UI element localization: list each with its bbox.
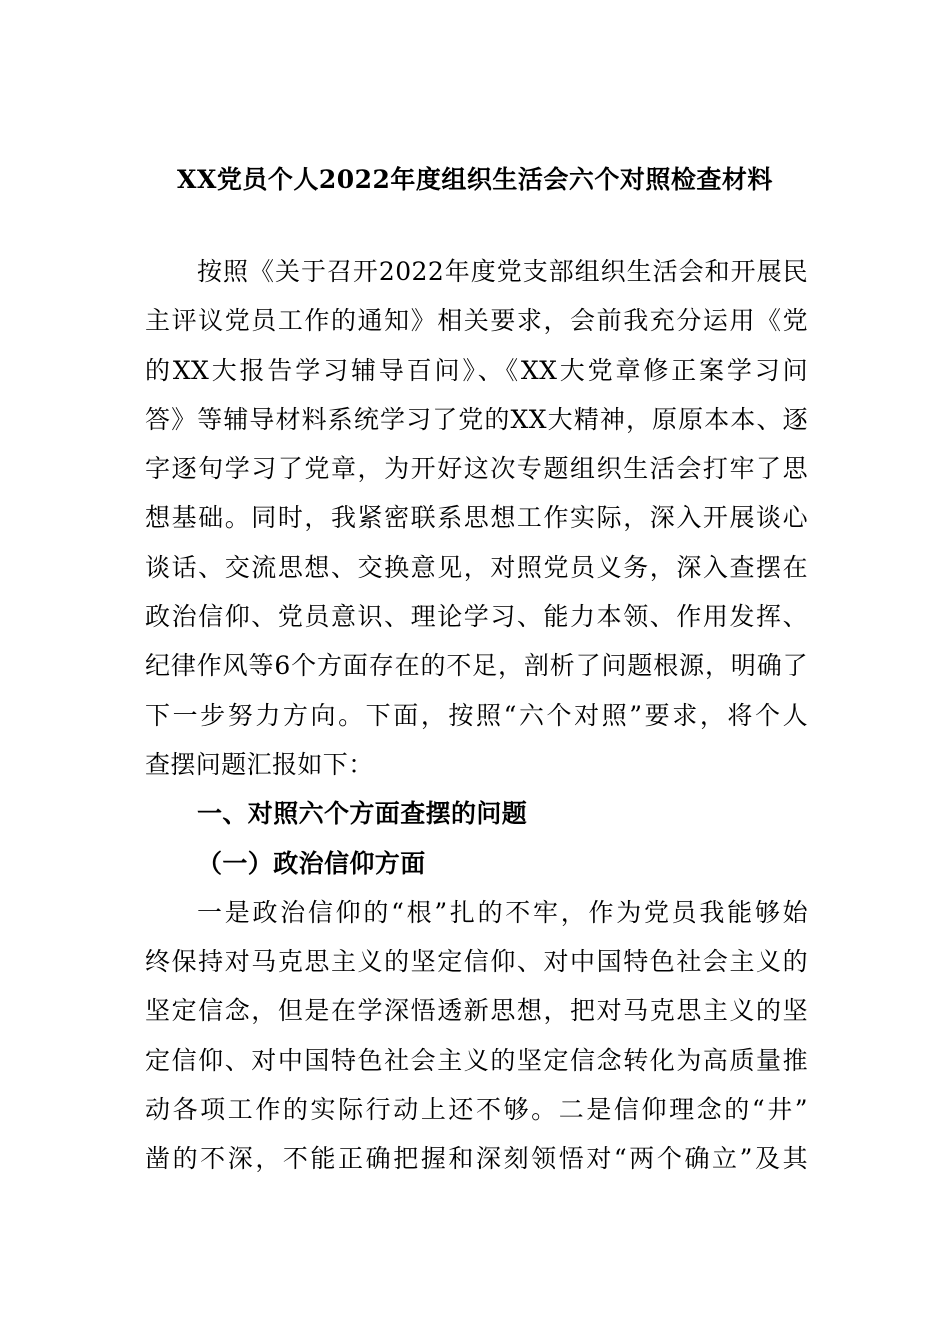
paragraph-line: 政治信仰、党员意识、理论学习、能力本领、作用发挥、 xyxy=(145,602,808,632)
paragraph-line: 定信仰、对中国特色社会主义的坚定信念转化为高质量推 xyxy=(145,1045,808,1075)
paragraph-line: 想基础。同时，我紧密联系思想工作实际，深入开展谈心 xyxy=(145,503,808,533)
paragraph-line: 一是政治信仰的“根”扎的不牢，作为党员我能够始 xyxy=(197,897,808,927)
paragraph-line: 主评议党员工作的通知》相关要求，会前我充分运用《党 xyxy=(145,306,808,336)
paragraph-line: 查摆问题汇报如下： xyxy=(145,749,374,779)
paragraph-line: 纪律作风等6个方面存在的不足，剖析了问题根源，明确了 xyxy=(145,651,808,681)
paragraph-line: 坚定信念，但是在学深悟透新思想，把对马克思主义的坚 xyxy=(145,996,808,1026)
paragraph-line: 动各项工作的实际行动上还不够。二是信仰理念的“井” xyxy=(145,1095,808,1125)
section-heading: 一、对照六个方面查摆的问题 xyxy=(197,799,528,829)
paragraph-line: 答》等辅导材料系统学习了党的XX大精神，原原本本、逐 xyxy=(145,404,808,434)
document-title: XX党员个人2022年度组织生活会六个对照检查材料 xyxy=(177,165,773,194)
subsection-heading: （一）政治信仰方面 xyxy=(197,848,426,878)
paragraph-line: 谈话、交流思想、交换意见，对照党员义务，深入查摆在 xyxy=(145,552,808,582)
paragraph-line: 终保持对马克思主义的坚定信仰、对中国特色社会主义的 xyxy=(145,947,808,977)
paragraph-line: 的XX大报告学习辅导百问》、《XX大党章修正案学习问 xyxy=(145,355,808,385)
paragraph-line: 按照《关于召开2022年度党支部组织生活会和开展民 xyxy=(197,257,808,286)
paragraph-line: 凿的不深，不能正确把握和深刻领悟对“两个确立”及其 xyxy=(145,1144,808,1174)
paragraph-line: 下一步努力方向。下面，按照“六个对照”要求，将个人 xyxy=(145,700,808,730)
paragraph-line: 字逐句学习了党章，为开好这次专题组织生活会打牢了思 xyxy=(145,454,808,484)
document-body xyxy=(145,247,808,1184)
